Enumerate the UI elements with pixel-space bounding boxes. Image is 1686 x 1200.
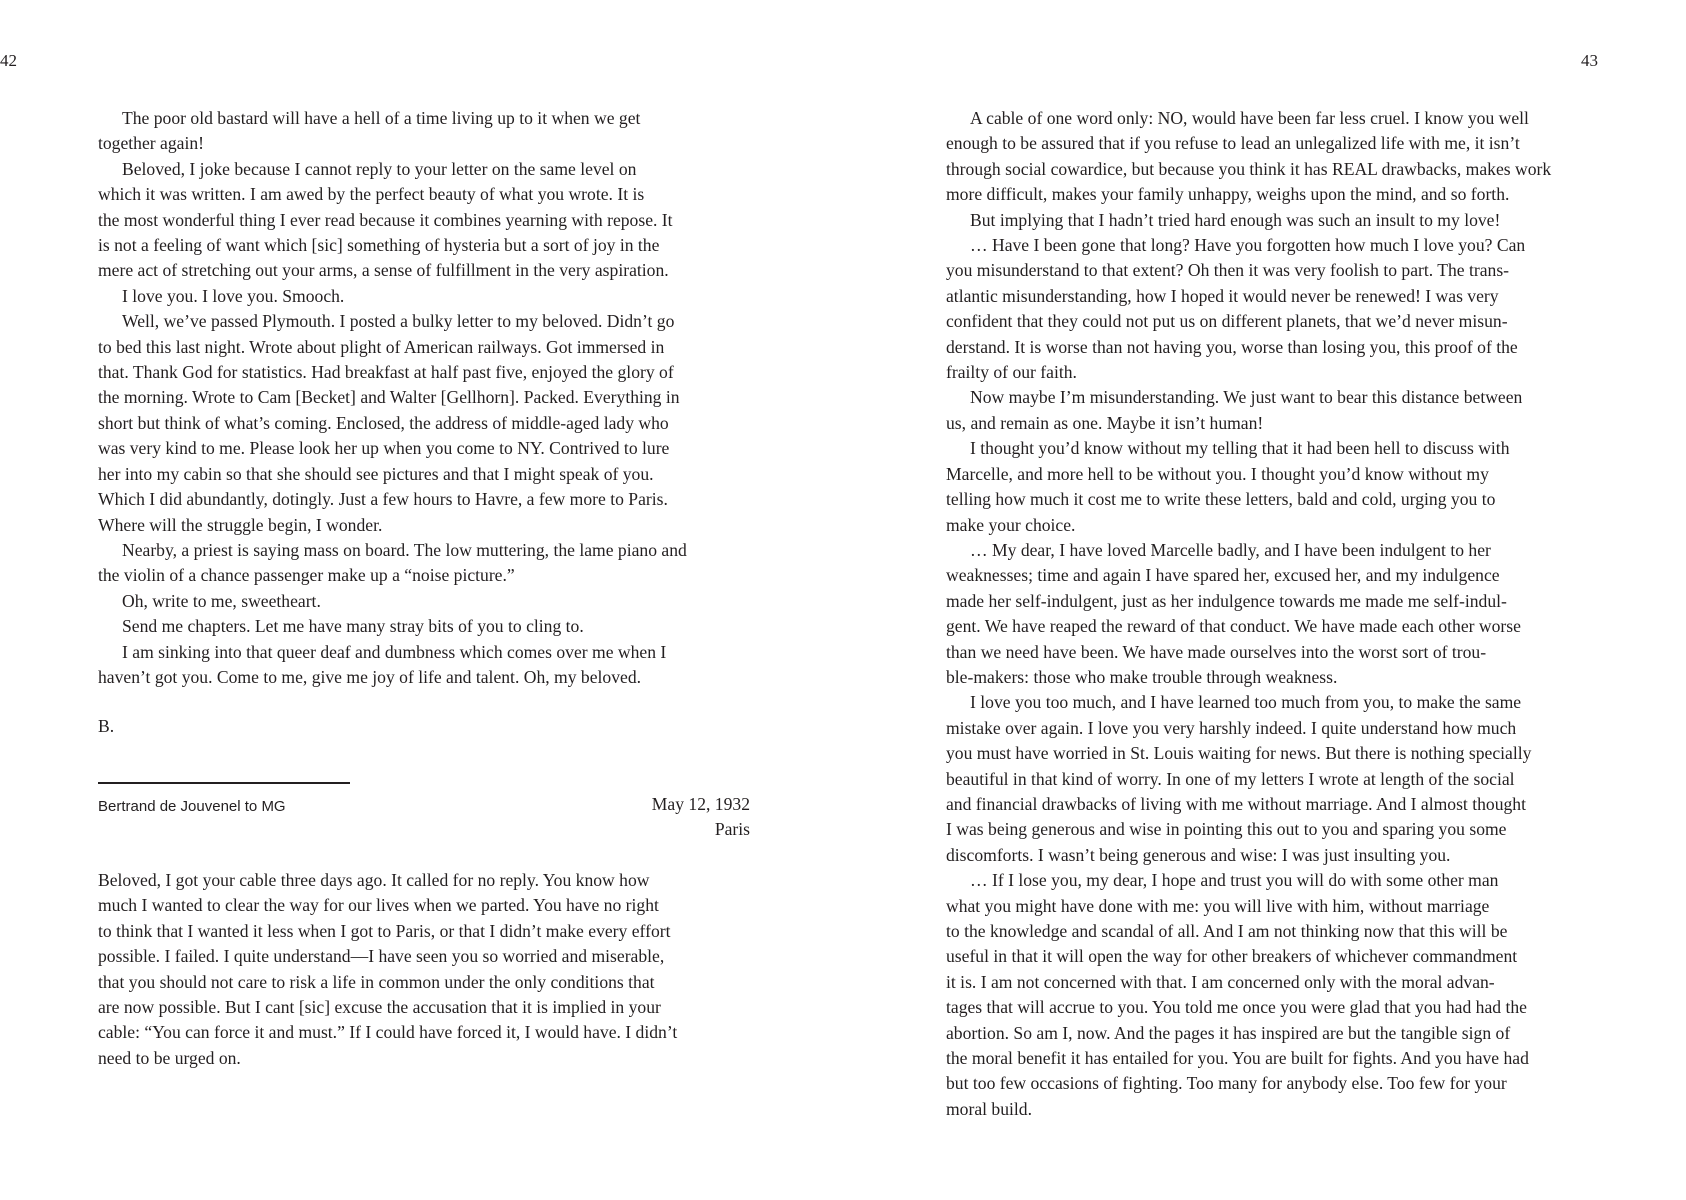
text-line: frailty of our faith. [946,362,1077,383]
text-line: Now maybe I’m misunderstanding. We just want to bear this distance between [970,387,1523,408]
text-line: need to be urged on. [98,1047,241,1068]
text-line: The poor old bastard will have a hell of a time living up to it when we get [122,108,641,128]
text-line: are now possible. But I cant [sic] excuse the accusation that it is implied in your [98,997,661,1018]
letter-place: Paris [714,819,750,840]
text-line: you must have worried in St. Louis waiting for news. But there is nothing specially [946,743,1532,764]
text-line: possible. I failed. I quite understand—I have seen you so worried and miserable, [98,946,665,967]
text-line: cable: “You can force it and must.” If I could have forced it, I would have. I didn’t [98,1022,678,1043]
section-rule [98,782,350,784]
text-line: abortion. So am I, now. And the pages it has inspired are but the tangible sign of [946,1022,1511,1043]
text-line: the most wonderful thing I ever read because it combines yearning with repose. It [98,209,673,230]
text-line: ble-makers: those who make trouble through weakness. [946,666,1338,687]
text-line: Well, we’ve passed Plymouth. I posted a bulky letter to my beloved. Didn’t go [122,311,675,332]
text-line: that. Thank God for statistics. Had breakfast at half past five, enjoyed the glory of [98,362,674,383]
text-line: confident that they could not put us on different planets, that we’d never misun- [946,311,1508,332]
text-line: atlantic misunderstanding, how I hoped it would never be renewed! I was very [946,285,1499,306]
letter-from-to: Bertrand de Jouvenel to MG [98,798,286,815]
text-line: short but think of what’s coming. Enclosed, the address of middle-aged lady who [98,412,669,433]
letter-body-continued [946,106,1551,1122]
text-line: I was being generous and wise in pointing this out to you and sparing you some [946,819,1507,840]
text-line: her into my cabin so that she should see pictures and that I might speak of you. [98,463,654,484]
text-line: that you should not care to risk a life in common under the only conditions that [98,971,655,992]
text-line: I am sinking into that queer deaf and dumbness which comes over me when I [122,641,667,662]
text-line: … My dear, I have loved Marcelle badly, and I have been indulgent to her [970,539,1491,560]
text-line: gent. We have reaped the reward of that conduct. We have made each other worse [946,616,1521,637]
text-line: mistake over again. I love you very harshly indeed. I quite understand how much [946,717,1517,738]
text-line: to bed this last night. Wrote about plight of American railways. Got immersed in [98,336,665,357]
text-line: beautiful in that kind of worry. In one of my letters I wrote at length of the social [946,768,1515,789]
text-line: Beloved, I joke because I cannot reply to your letter on the same level on [122,158,637,179]
text-line: Which I did abundantly, dotingly. Just a few hours to Havre, a few more to Paris. [98,489,668,510]
text-line: Beloved, I got your cable three days ago. It called for no reply. You know how [98,870,650,890]
text-line: which it was written. I am awed by the perfect beauty of what you wrote. It is [98,184,645,205]
text-line: was very kind to me. Please look her up when you come to NY. Contrived to lure [98,438,670,459]
letter-continuation [98,106,687,690]
text-line: but too few occasions of fighting. Too many for anybody else. Too few for your [946,1073,1507,1094]
text-line: much I wanted to clear the way for our lives when we parted. You have no right [98,895,659,916]
text-line: made her self-indulgent, just as her indulgence towards me made me self-indul- [946,590,1507,611]
text-line: Marcelle, and more hell to be without you. I thought you’d know without my [946,463,1489,484]
text-line: enough to be assured that if you refuse to lead an unlegalized life with me, it isn’t [946,133,1520,154]
text-line: mere act of stretching out your arms, a sense of fulfillment in the very aspiration. [98,260,669,281]
text-line: the moral benefit it has entailed for you. You are built for fights. And you have had [946,1048,1529,1069]
text-line: Oh, write to me, sweetheart. [122,590,321,611]
text-line: us, and remain as one. Maybe it isn’t human! [946,412,1264,433]
text-line: … Have I been gone that long? Have you forgotten how much I love you? Can [970,235,1526,256]
text-line: is not a feeling of want which [sic] something of hysteria but a sort of joy in the [98,235,660,256]
text-line: together again! [98,133,205,154]
text-line: discomforts. I wasn’t being generous and wise: I was just insulting you. [946,844,1451,865]
text-line: derstand. It is worse than not having you, worse than losing you, this proof of the [946,336,1518,357]
text-line: Send me chapters. Let me have many stray bits of you to cling to. [122,616,584,637]
page-number-left: 42 [0,51,17,70]
text-line: and financial drawbacks of living with me without marriage. And I almost thought [946,793,1526,814]
letter-date: May 12, 1932 [651,794,750,814]
text-line: … If I lose you, my dear, I hope and trust you will do with some other man [970,870,1499,891]
letter-body [98,868,677,1071]
text-line: to think that I wanted it less when I got to Paris, or that I didn’t make every effort [98,920,671,941]
text-line: the violin of a chance passenger make up a “noise picture.” [98,565,515,586]
text-line: tages that will accrue to you. You told me once you were glad that you had had the [946,997,1527,1018]
page-number-right: 43 [1581,51,1598,70]
text-line: haven’t got you. Come to me, give me joy of life and talent. Oh, my beloved. [98,666,642,687]
text-line: moral build. [946,1098,1033,1119]
text-line: I love you. I love you. Smooch. [122,285,345,306]
text-line: A cable of one word only: NO, would have been far less cruel. I know you well [970,108,1529,128]
letter-signoff: B. [98,716,115,736]
text-line: to the knowledge and scandal of all. And I am not thinking now that this will be [946,921,1508,941]
text-line: the morning. Wrote to Cam [Becket] and Walter [Gellhorn]. Packed. Everything in [98,387,680,408]
text-line: I love you too much, and I have learned too much from you, to make the same [970,692,1522,713]
text-line: through social cowardice, but because you think it has REAL drawbacks, makes work [946,158,1552,179]
letter-dateline [652,792,750,843]
text-line: useful in that it will open the way for other breakers of whichever commandment [946,946,1518,967]
text-line: what you might have done with me: you will live with him, without marriage [946,895,1490,916]
text-line: telling how much it cost me to write these letters, bald and cold, urging you to [946,489,1496,510]
text-line: Where will the struggle begin, I wonder. [98,514,383,535]
text-line: weaknesses; time and again I have spared her, excused her, and my indulgence [946,565,1500,586]
text-line: than we need have been. We have made ourselves into the worst sort of trou- [946,641,1487,662]
text-line: But implying that I hadn’t tried hard enough was such an insult to my love! [970,209,1501,230]
text-line: more difficult, makes your family unhappy, weighs upon the mind, and so forth. [946,184,1510,205]
text-line: you misunderstand to that extent? Oh then it was very foolish to part. The trans- [946,260,1510,281]
text-line: it is. I am not concerned with that. I am concerned only with the moral advan- [946,971,1495,992]
text-line: make your choice. [946,514,1076,535]
text-line: I thought you’d know without my telling that it had been hell to discuss with [970,438,1510,459]
text-line: Nearby, a priest is saying mass on board. The low muttering, the lame piano and [122,539,687,560]
